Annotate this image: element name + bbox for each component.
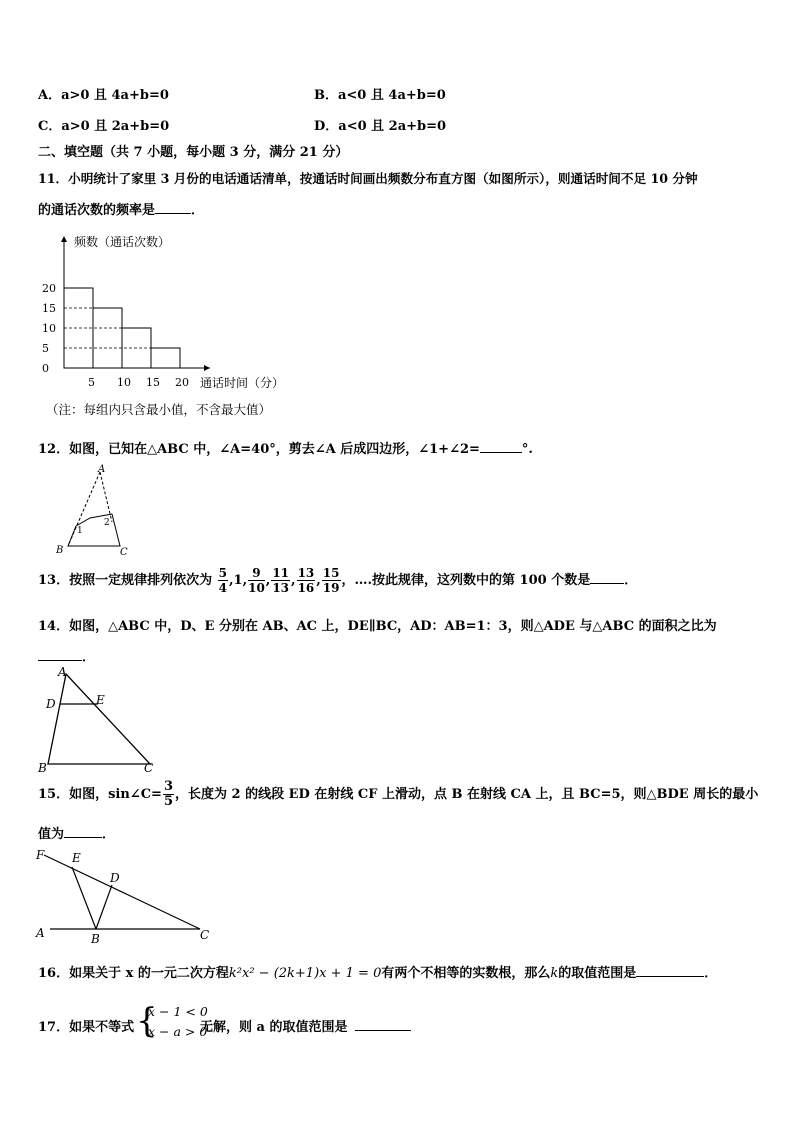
q17-ineq1: x − 1 < 0 xyxy=(148,1004,208,1019)
option-a: A．a>0 且 4a+b=0 xyxy=(38,88,169,103)
x-tick-label: 5 xyxy=(88,376,95,389)
histogram-bar xyxy=(151,348,180,368)
q17-prefix: 17．如果不等式 xyxy=(38,1020,135,1035)
q14-end: ． xyxy=(82,650,96,665)
sin-fraction: $\frac{3}{5}$ xyxy=(163,779,173,809)
label-a: A xyxy=(98,464,106,475)
q12-figure xyxy=(50,462,140,562)
q13-line: 13．按照一定规律排列依次为 $\frac{5}{4}$ ,1, $\frac{9}{10}$ , $\frac{11}{13}$ , $\frac{13}{16}$ , $\frac{15}{19}$ ，….按此规律，这列数中的第 100 个数是 ． xyxy=(38,566,638,595)
q16-end: ． xyxy=(704,966,718,981)
brace-icon: { xyxy=(136,1001,158,1041)
answer-blank[interactable] xyxy=(155,201,191,214)
option-b: B．a<0 且 4a+b=0 xyxy=(314,88,446,103)
q12-end: °. xyxy=(521,442,533,457)
term-fraction: $\frac{5}{4}$ xyxy=(218,566,227,595)
q14-figure xyxy=(30,664,170,776)
answer-blank[interactable] xyxy=(590,571,624,584)
histogram-bar xyxy=(93,308,122,368)
label-a: A xyxy=(58,665,67,679)
y-tick-label: 5 xyxy=(42,342,49,355)
q15-line1 xyxy=(38,780,758,809)
y-tick-label: 10 xyxy=(42,322,56,335)
histogram-chart xyxy=(30,228,310,398)
angle-1-label: 1 xyxy=(77,526,83,536)
q11-end: ． xyxy=(191,203,205,218)
answer-blank[interactable] xyxy=(38,648,82,661)
label-a: A xyxy=(36,926,45,940)
term-fraction: $\frac{9}{10}$ xyxy=(248,566,265,595)
q15-rest: ，长度为 2 的线段 ED 在射线 CF 上滑动，点 B 在射线 CA 上，且 BC=5，则△BDE 周长的最小 xyxy=(174,787,759,802)
label-b: B xyxy=(91,932,100,946)
y-axis-label: 频数（通话次数） xyxy=(74,235,171,249)
label-c: C xyxy=(144,761,154,775)
q16-line xyxy=(38,962,717,981)
q17-suffix: 无解，则 a 的取值范围是 xyxy=(200,1020,348,1035)
y-tick-label: 15 xyxy=(42,302,56,315)
q14-line2 xyxy=(38,646,95,665)
label-b: B xyxy=(56,545,64,556)
x-axis-label: 通话时间（分） xyxy=(200,376,285,390)
label-d: D xyxy=(46,697,56,711)
section-title: 二、填空题（共 7 小题，每小题 3 分，满分 21 分） xyxy=(38,145,349,160)
term-fraction: $\frac{11}{13}$ xyxy=(272,566,290,595)
q11-text: 的通话次数的频率是 xyxy=(38,203,156,218)
q15-text: 值为 xyxy=(38,827,65,842)
q16-var: k xyxy=(550,966,559,981)
x-tick-label: 15 xyxy=(146,376,160,389)
q17-line xyxy=(200,1016,411,1035)
q17-ineq2: x − a > 0 xyxy=(148,1024,208,1039)
y-tick-label: 0 xyxy=(42,362,49,375)
q11-note: （注：每组内只含最小值，不含最大值） xyxy=(46,402,272,417)
q13-prefix: 13．按照一定规律排列依次为 xyxy=(38,573,213,588)
label-c: C xyxy=(120,547,128,558)
option-c: C．a>0 且 2a+b=0 xyxy=(38,119,170,134)
y-axis-arrow xyxy=(61,236,67,242)
histogram-bar xyxy=(64,288,93,368)
q16-suffix: 的取值范围是 xyxy=(558,966,637,981)
q15-end: ． xyxy=(102,827,116,842)
q12-line xyxy=(38,438,533,457)
label-c: C xyxy=(200,928,210,942)
answer-blank[interactable] xyxy=(64,825,102,838)
term-fraction: $\frac{13}{16}$ xyxy=(297,566,315,595)
label-e: E xyxy=(96,693,105,707)
q16-middle: 有两个不相等的实数根，那么 xyxy=(381,966,551,981)
q16-prefix: 16．如果关于 x 的一元二次方程 xyxy=(38,966,229,981)
q15-line2 xyxy=(38,823,115,842)
q15-figure xyxy=(30,843,220,947)
q13-suffix: ，….按此规律，这列数中的第 100 个数是 xyxy=(341,573,591,588)
label-f: F xyxy=(36,848,45,862)
label-e: E xyxy=(72,851,81,865)
answer-blank[interactable] xyxy=(355,1018,411,1031)
term-fraction: $\frac{15}{19}$ xyxy=(322,566,340,595)
label-d: D xyxy=(110,871,120,885)
x-axis-arrow xyxy=(204,365,210,371)
y-tick-label: 20 xyxy=(42,282,56,295)
q11-line2 xyxy=(38,199,204,218)
q12-text: 12．如图，已知在△ABC 中，∠A=40°，剪去∠A 后成四边形，∠1+∠2= xyxy=(38,442,480,457)
q16-equation: k²x² − (2k+1)x + 1 = 0 xyxy=(228,966,382,981)
q13-end: ． xyxy=(624,573,638,588)
angle-2-label: 2 xyxy=(104,518,110,528)
label-b: B xyxy=(38,761,47,775)
x-tick-label: 10 xyxy=(117,376,131,389)
q11-line1: 11．小明统计了家里 3 月份的电话通话清单，按通话时间画出频数分布直方图（如图所示），则通话时间不足 10 分钟 xyxy=(38,171,698,186)
q15-prefix: 15．如图，sin∠C= xyxy=(38,787,162,802)
option-d: D．a<0 且 2a+b=0 xyxy=(314,119,447,134)
x-tick-label: 20 xyxy=(175,376,189,389)
answer-blank[interactable] xyxy=(636,964,704,977)
q14-line1: 14．如图，△ABC 中，D、E 分别在 AB、AC 上，DE∥BC，AD：AB=1：3，则△ADE 与△ABC 的面积之比为 xyxy=(38,619,717,634)
answer-blank[interactable] xyxy=(480,440,522,453)
term-plain: 1 xyxy=(233,573,243,588)
